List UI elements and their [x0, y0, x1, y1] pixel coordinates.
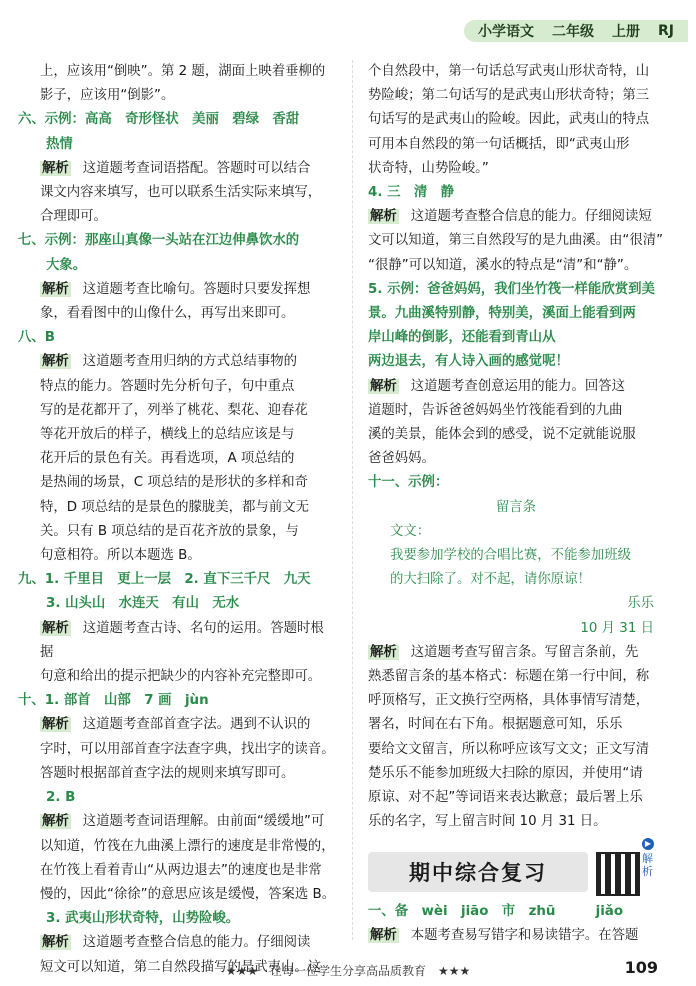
analysis-text: 要给文文留言，所以称呼应该写文文；正文写清	[368, 741, 650, 757]
answer-5-cont: 两边退去，有人诗入画的感觉呢！	[368, 354, 569, 370]
answer-10: 十、1. 部首 山部 7 画 jùn	[18, 693, 209, 709]
analysis-text: 文可以知道，第三自然段写的是九曲溪。由“很清”	[368, 233, 664, 249]
analysis-tag: 解析	[370, 209, 397, 225]
analysis-text: 呼顶格写，正文换行空两格，具体事情写清楚，	[368, 693, 650, 709]
analysis-text: 课文内容来填写，也可以联系生活实际来填写，	[40, 185, 322, 201]
analysis-text: 这道题考查整合信息的能力。仔细阅读短	[410, 209, 652, 225]
analysis-tag: 解析	[42, 814, 69, 830]
analysis-text: 花开后的景色有关。再看选项，A 项总结的	[40, 451, 295, 467]
page-number: 109	[624, 958, 658, 977]
note-title: 留言条	[495, 499, 537, 515]
analysis-tag: 解析	[370, 644, 397, 660]
analysis-text: 象，看看图中的山像什么，再写出来即可。	[40, 306, 295, 322]
answer-9-cont: 3. 山头山 水连天 有山 无水	[46, 596, 240, 612]
analysis-text: 楚乐乐不能参加班级大扫除的原因，并使用“请	[368, 765, 643, 781]
play-icon: ▶	[642, 838, 654, 850]
answer-10-2: 2. B	[46, 790, 76, 806]
page-header	[464, 20, 688, 42]
answer-6-cont: 热情	[46, 136, 73, 152]
text-line: 可用本自然段的第一句话概括，即“武夷山形	[368, 136, 630, 152]
text-line: 句话写的是武夷山的险峻。因此，武夷山的特点	[368, 112, 650, 128]
note-signature: 乐乐	[627, 596, 654, 612]
analysis-text: 以知道，竹筏在九曲溪上漂行的速度是非常慢的，	[40, 838, 335, 854]
volume-label: 上册	[612, 24, 640, 40]
note-greeting: 文文：	[390, 523, 431, 539]
analysis-text: 署名，时间在右下角。根据题意可知，乐乐	[368, 717, 623, 733]
analysis-text: 这道题考查古诗、名句的运用。答题时根据	[40, 620, 324, 660]
analysis-text: 这道题考查创意运用的能力。回答这	[410, 378, 626, 394]
footer-slogan: ★★★ 让每一位学生分享高品质教育 ★★★	[225, 964, 471, 978]
analysis-text: 答题时根据部首查字法的规则来填写即可。	[40, 765, 295, 781]
section-title: 期中综合复习	[368, 852, 588, 892]
qr-code-icon[interactable]	[596, 852, 640, 896]
note-body: 我要参加学校的合唱比赛，不能参加班级	[390, 548, 632, 564]
analysis-text: 是热闹的场景，C 项总结的是形状的多样和奇	[40, 475, 309, 491]
answer-7: 七、示例：那座山真像一头站在江边伸鼻饮水的	[18, 233, 300, 249]
analysis-tag: 解析	[42, 620, 69, 636]
answer-4: 4. 三 清 静	[368, 185, 455, 201]
analysis-text: 道题时，告诉爸爸妈妈坐竹筏能看到的九曲	[368, 402, 623, 418]
analysis-text: 原谅、对不起”等词语来表达歉意；最后署上乐	[368, 790, 643, 806]
analysis-text: 这道题考查词语理解。由前面“缓缓地”可	[82, 814, 325, 830]
answer-6: 六、示例：高高 奇形怪状 美丽 碧绿 香甜	[18, 112, 300, 128]
answer-5-cont: 景。九曲溪特别静，特别美，溪面上能看到两	[368, 306, 636, 322]
analysis-text: 熟悉留言条的基本格式：标题在第一行中间，称	[368, 669, 650, 685]
analysis-text: 短文可以知道，第二自然段描写的是武夷山。这	[40, 959, 322, 975]
analysis-text: 句意和给出的提示把缺少的内容补充完整即可。	[40, 669, 322, 685]
analysis-tag: 解析	[42, 717, 69, 733]
answer-5-cont: 岸山峰的倒影，还能看到青山从	[368, 330, 556, 346]
analysis-tag: 解析	[370, 378, 397, 394]
text-line: 状奇特，山势险峻。”	[368, 160, 489, 176]
analysis-text: 关。只有 B 项总结的是百花齐放的景象，与	[40, 523, 299, 539]
analysis-text: 特点的能力。答题时先分析句子，句中重点	[40, 378, 295, 394]
analysis-text: 慢的，因此“徐徐”的意思应该是缓慢，答案选 B。	[40, 886, 336, 902]
analysis-tag: 解析	[42, 281, 69, 297]
grade-label: 二年级	[552, 24, 594, 40]
analysis-text: 这道题考查整合信息的能力。仔细阅读	[82, 935, 311, 951]
analysis-text: 字时，可以用部首查字法查字典，找出字的读音。	[40, 741, 335, 757]
text-line: 上，应该用“倒映”。第 2 题，湖面上映着垂柳的	[40, 64, 326, 79]
answer-10-3: 3. 武夷山形状奇特，山势险峻。	[46, 911, 240, 927]
text-line: 势险峻；第二句话写的是武夷山形状奇特；第三	[368, 88, 650, 104]
answer-5: 5. 示例：爸爸妈妈，我们坐竹筏一样能欣赏到美	[368, 281, 655, 297]
answer-9: 九、1. 千里目 更上一层 2. 直下三千尺 九天	[18, 572, 311, 588]
analysis-text: 合理即可。	[40, 209, 107, 225]
analysis-text: 句意相符。所以本题选 B。	[40, 548, 201, 564]
left-column	[18, 60, 336, 980]
analysis-text: 在竹筏上看着青山“从两边退去”的速度也是非常	[40, 862, 322, 878]
analysis-text: “很静”可以知道，溪水的特点是“清”和“静”。	[368, 257, 638, 273]
right-column	[368, 60, 664, 835]
analysis-tag: 解析	[42, 935, 69, 951]
answer-7-cont: 大象。	[46, 257, 87, 273]
analysis-text: 这道题考查部首查字法。遇到不认识的	[82, 717, 311, 733]
column-divider	[352, 60, 353, 940]
text-line: 影子，应该用“倒影”。	[40, 88, 175, 104]
analysis-text: 特，D 项总结的是景色的朦胧美，都与前文无	[40, 499, 309, 515]
subject-label: 小学语文	[478, 24, 534, 40]
edition-label: RJ	[658, 23, 674, 39]
analysis-text: 这道题考查词语搭配。答题时可以结合	[82, 160, 311, 176]
analysis-text: 等花开放后的样子，横线上的总结应该是与	[40, 427, 295, 443]
analysis-text: 这道题考查比喻句。答题时只要发挥想	[82, 281, 311, 297]
analysis-text: 写的是花都开了，列举了桃花、梨花、迎春花	[40, 402, 308, 418]
analysis-text: 爸爸妈妈。	[368, 451, 435, 467]
analysis-text: 乐的名字，写上留言时间 10 月 31 日。	[368, 814, 607, 830]
analysis-tag: 解析	[370, 928, 397, 944]
text-line: 个自然段中，第一句话总写武夷山形状奇特，山	[368, 64, 650, 79]
analysis-text: 溪的美景，能体会到的感受，说不定就能说服	[368, 427, 636, 443]
qr-label: 解析	[642, 852, 653, 878]
analysis-text: 这道题考查用归纳的方式总结事物的	[82, 354, 298, 370]
answer-11: 十一、示例：	[368, 475, 449, 491]
analysis-text: 这道题考查写留言条。写留言条前，先	[410, 644, 639, 660]
answer-1: 一、备 wèi jiāo 市 zhū jiǎo	[368, 904, 624, 919]
section-content	[368, 900, 664, 948]
answer-8: 八、B	[18, 330, 55, 346]
note-date: 10 月 31 日	[580, 620, 654, 636]
note-body: 的大扫除了。对不起，请你原谅！	[390, 572, 591, 588]
analysis-tag: 解析	[42, 354, 69, 370]
analysis-tag: 解析	[42, 160, 69, 176]
analysis-text: 本题考查易写错字和易读错字。在答题	[410, 928, 639, 944]
